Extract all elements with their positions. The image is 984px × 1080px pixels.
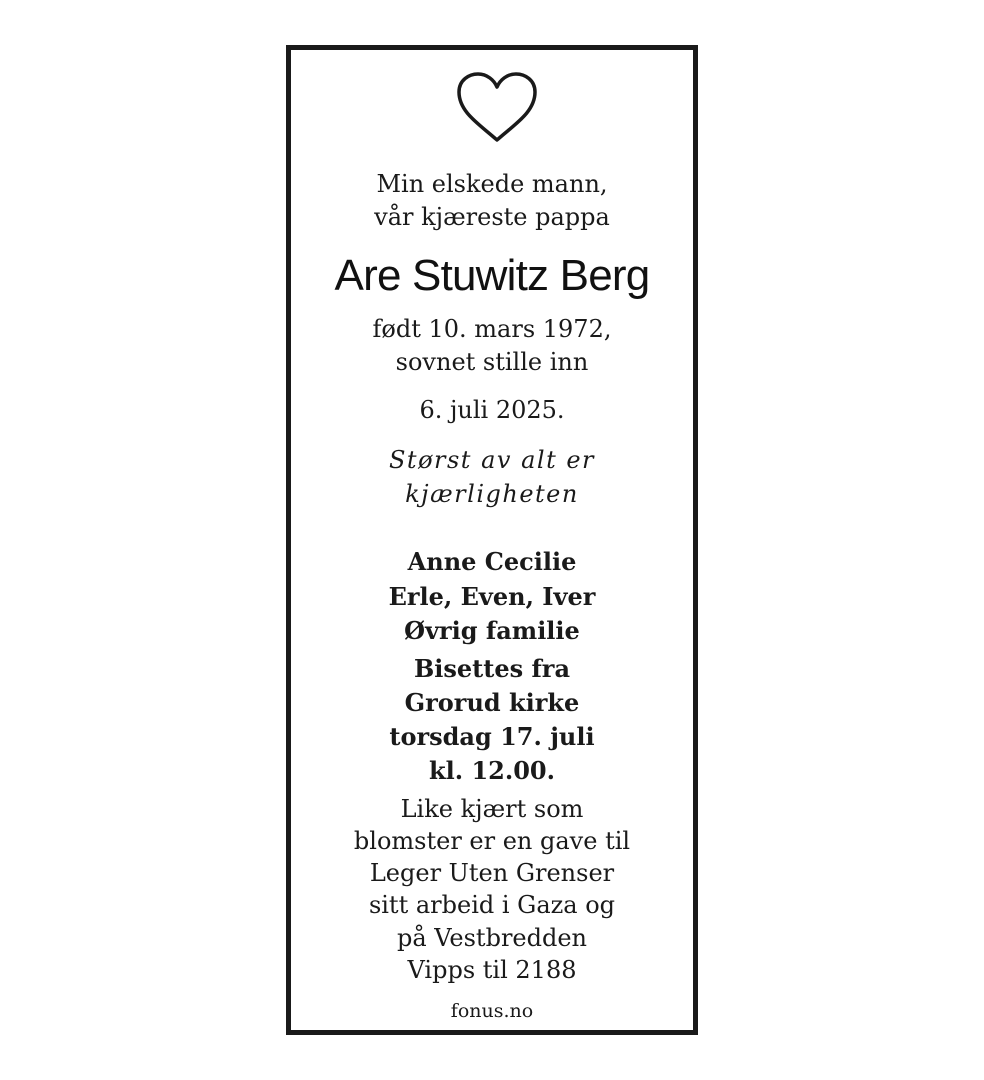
obituary-notice (286, 45, 698, 1035)
footer-link[interactable]: fonus.no (450, 1000, 534, 1022)
donation-line-4: sitt arbeid i Gaza og (368, 891, 616, 919)
mourner-3: Øvrig familie (404, 616, 580, 645)
passing-date: 6. juli 2025. (419, 396, 565, 424)
quote-line-2: kjærligheten (405, 480, 579, 508)
ceremony-line-4: kl. 12.00. (429, 756, 555, 785)
donation-line-5: på Vestbredden (396, 924, 588, 952)
quote-line-1: Størst av alt er (388, 446, 596, 474)
intro-line-2: vår kjæreste pappa (374, 203, 610, 231)
mourner-1: Anne Cecilie (407, 547, 577, 576)
ceremony-line-1: Bisettes fra (413, 654, 570, 683)
donation-line-3: Leger Uten Grenser (369, 859, 615, 887)
birth-date: født 10. mars 1972, (372, 315, 612, 343)
passing-text: sovnet stille inn (395, 348, 589, 376)
donation-line-1: Like kjært som (400, 795, 584, 823)
mourner-2: Erle, Even, Iver (388, 582, 596, 611)
donation-line-2: blomster er en gave til (353, 827, 631, 855)
donation-line-6: Vipps til 2188 (407, 956, 577, 984)
ceremony-line-3: torsdag 17. juli (389, 722, 595, 751)
heart-icon (453, 70, 541, 146)
intro-line-1: Min elskede mann, (376, 170, 608, 198)
deceased-name: Are Stuwitz Berg (334, 251, 650, 300)
ceremony-line-2: Grorud kirke (404, 688, 580, 717)
